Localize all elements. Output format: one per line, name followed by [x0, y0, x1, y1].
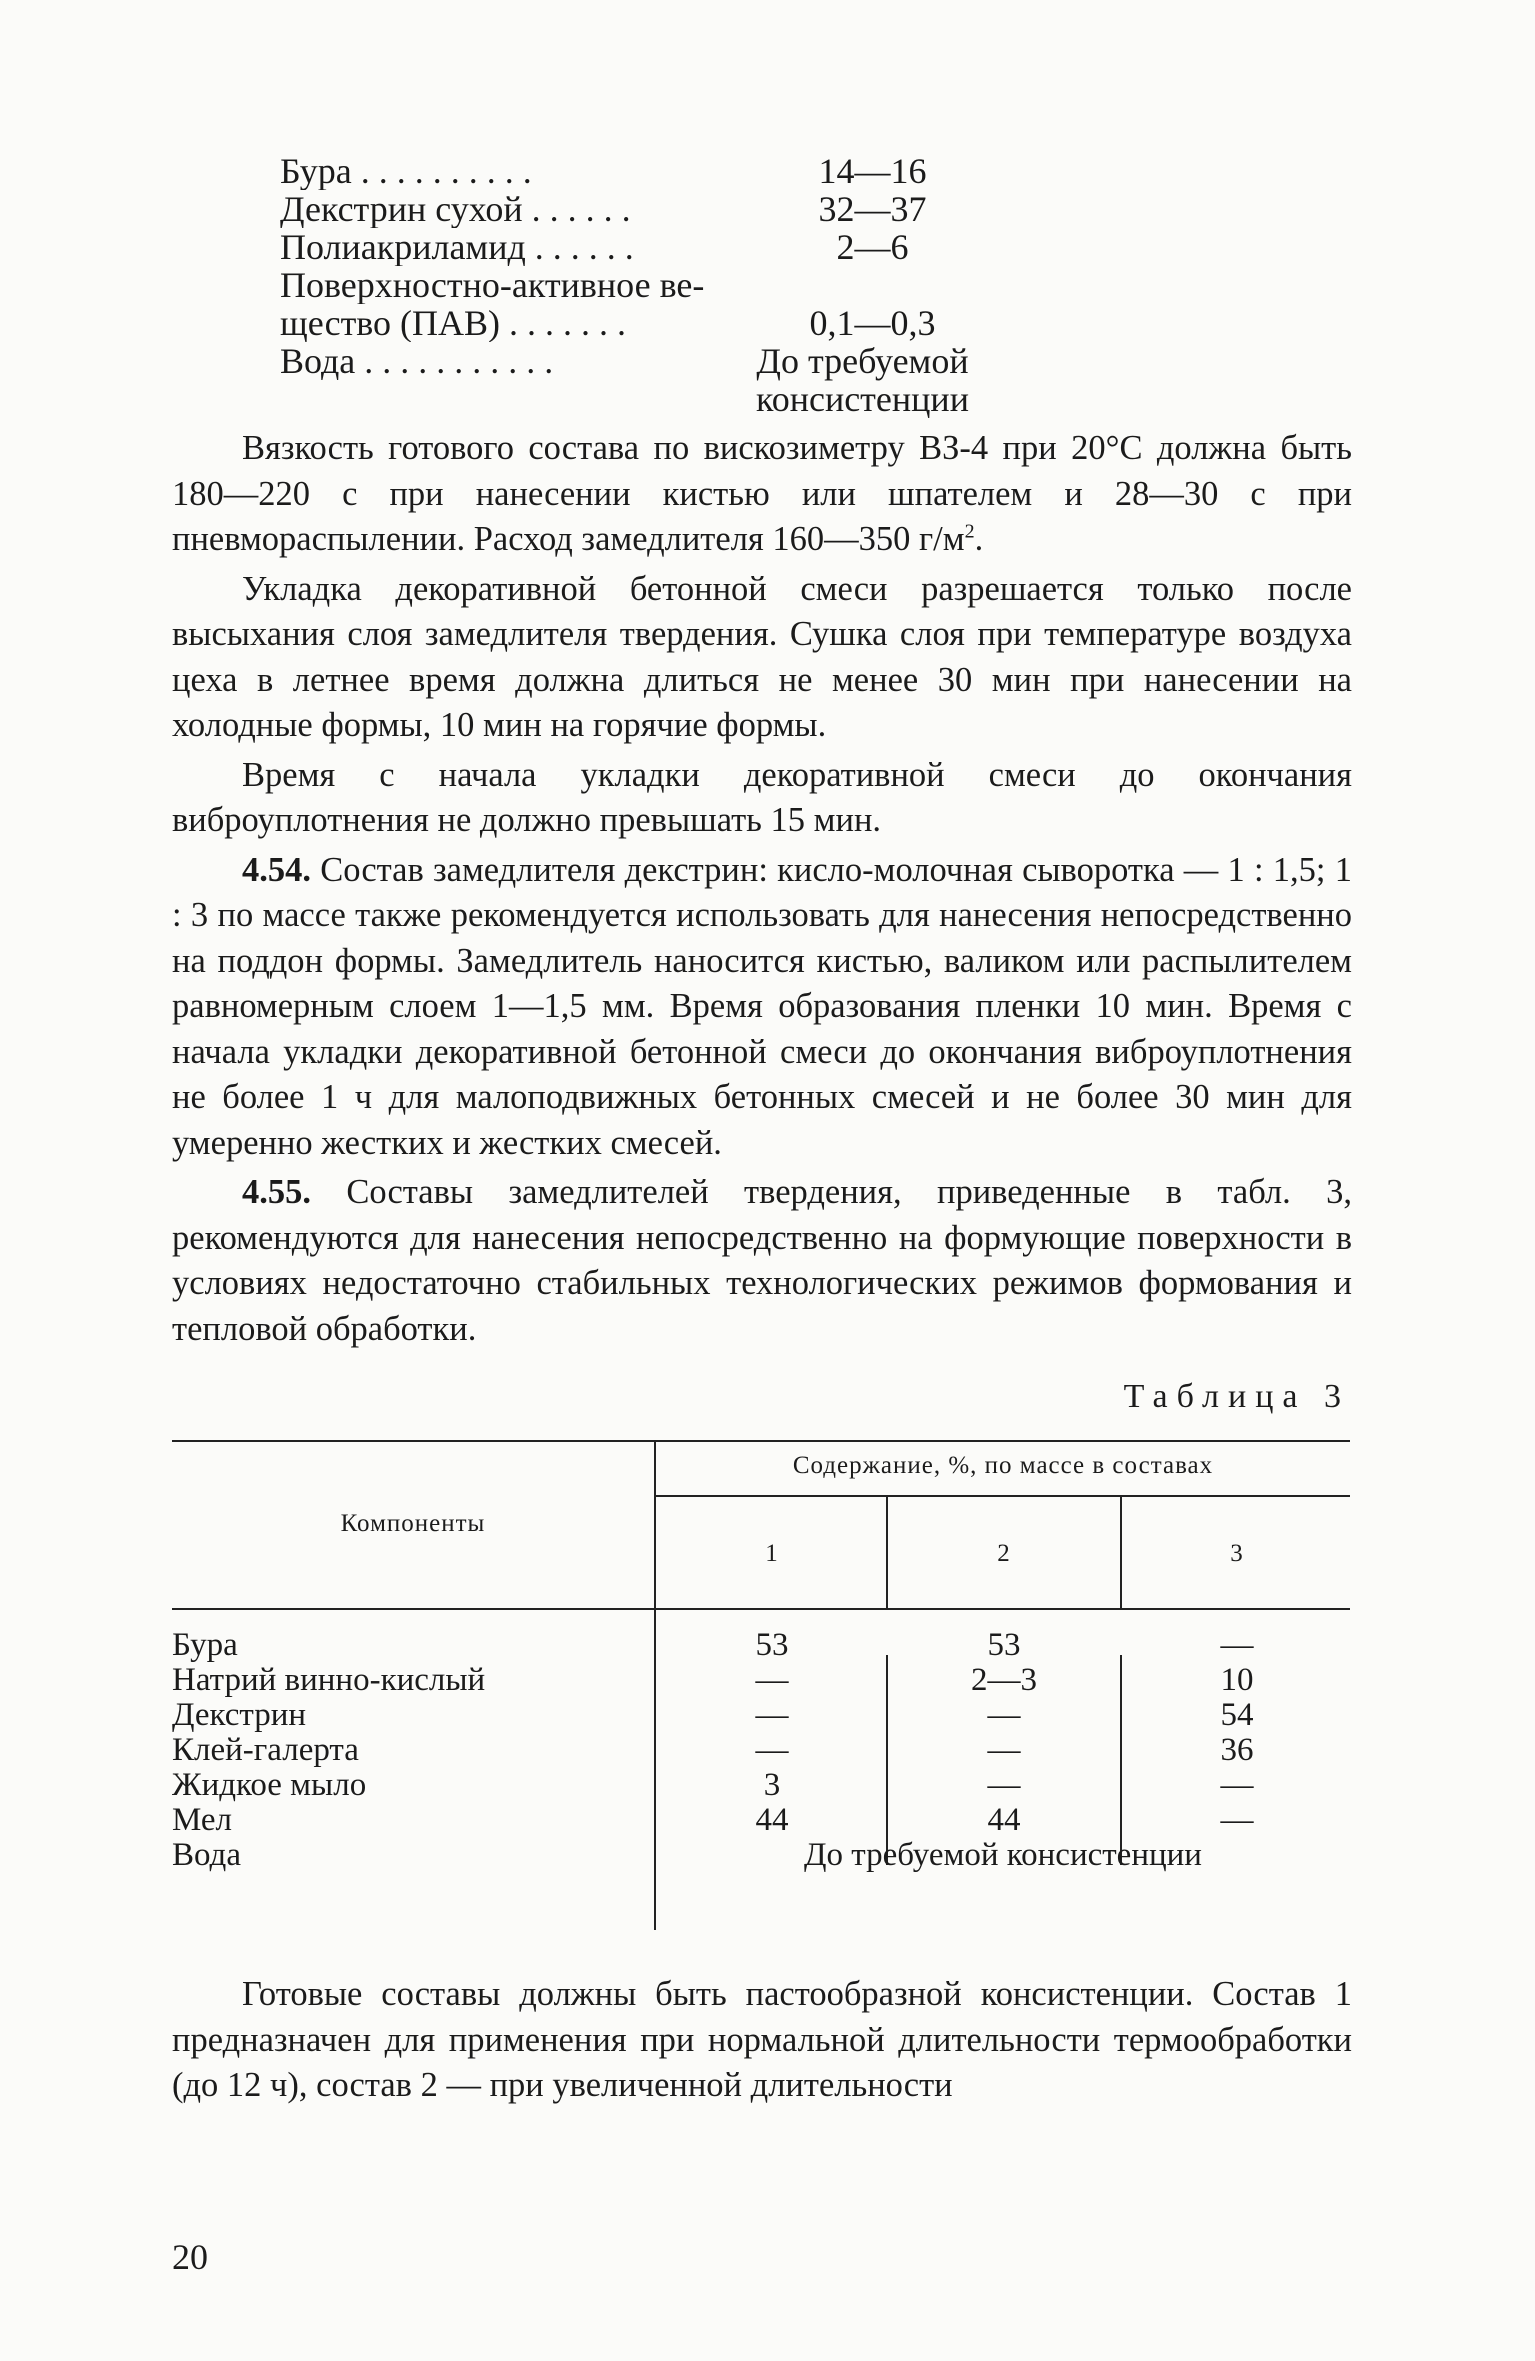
cell-value: —: [755, 1732, 789, 1768]
row-name: Бура: [172, 1627, 238, 1663]
paragraph: 4.54. Состав замедлителя декстрин: кисло-молочная сыворотка — 1 : 1,5; 1 : 3 по массе также рекомендуется использовать для нанесения непосредственно на поддон формы. Замедлитель наносится кистью, валиком или распылителем равномерным слоем 1—1,5 мм. Время образования пленки 10 мин. Время с начала укладки декоративной бетонной смеси до окончания виброуплотнения не более 1 ч для малоподвижных бетонных смесей и не более 30 мин для умеренно жестких и жестких смесей.: [172, 850, 1352, 1162]
paragraph: Время с начала укладки декоративной смеси до окончания виброуплотнения не должно превышать 15 мин.: [172, 755, 1352, 839]
cell-value: До требуемой консистенции: [804, 1837, 1202, 1873]
header-components: Компоненты: [340, 1510, 486, 1537]
component-name: Поверхностно-активное ве-: [280, 266, 705, 304]
paragraph: Готовые составы должны быть пастообразной консистенции. Состав 1 предназначен для применения при нормальной длительности термообработки (до 12 ч), состав 2 — при увеличенной длительности: [172, 1975, 1352, 2104]
column-number: 2: [997, 1540, 1011, 1567]
body-text: [172, 426, 1352, 1352]
row-name: Вода: [172, 1837, 241, 1873]
table-rule: [1120, 1495, 1122, 1608]
list-item: щество (ПАВ) ....... 0,1—0,3: [280, 304, 1180, 342]
section-number: 4.55.: [242, 1173, 311, 1211]
cell-value: —: [1220, 1627, 1254, 1663]
list-item: Полиакриламид ...... 2—6: [280, 228, 1180, 266]
cell-value: 44: [987, 1802, 1021, 1838]
page-number: 20: [172, 2237, 208, 2277]
header-content: Содержание, %, по массе в составах: [792, 1452, 1214, 1479]
composition-table: [172, 1440, 1350, 1930]
cell-value: 44: [755, 1802, 789, 1838]
table-rule: [172, 1608, 1350, 1610]
component-name: Полиакриламид: [280, 228, 526, 266]
cell-value: —: [987, 1697, 1021, 1733]
cell-value: 10: [1220, 1662, 1254, 1698]
cell-value: 2—3: [971, 1662, 1037, 1698]
component-value: 2—6: [836, 227, 909, 267]
component-value: 14—16: [818, 151, 927, 191]
table-rule: [886, 1495, 888, 1608]
table-caption: Таблица 3: [1123, 1378, 1350, 1415]
cell-value: —: [987, 1732, 1021, 1768]
cell-value: —: [755, 1662, 789, 1698]
component-value: 0,1—0,3: [809, 303, 936, 343]
row-name: Декстрин: [172, 1697, 307, 1733]
paragraph: 4.55. Составы замедлителей твердения, приведенные в табл. 3, рекомендуются для нанесения непосредственно на формующие поверхности в условиях недостаточно стабильных технологических режимов формования и тепловой обработки.: [172, 1173, 1352, 1348]
cell-value: 53: [987, 1627, 1021, 1663]
list-item: Декстрин сухой ...... 32—37: [280, 190, 1180, 228]
column-number: 3: [1230, 1540, 1244, 1567]
body-text-bottom: [172, 1972, 1352, 2109]
component-value: До требуемой консистенции: [756, 341, 969, 419]
component-name: Декстрин сухой: [280, 190, 523, 228]
cell-value: 54: [1220, 1697, 1254, 1733]
cell-value: —: [1220, 1767, 1254, 1803]
row-name: Жидкое мыло: [172, 1767, 367, 1803]
list-item: Вода ........... До требуемой консистенции: [280, 342, 1180, 418]
component-name: Вода: [280, 342, 356, 380]
cell-value: —: [755, 1697, 789, 1733]
paragraph: Укладка декоративной бетонной смеси разрешается только после высыхания слоя замедлителя твердения. Сушка слоя при температуре воздуха цеха в летнее время должна длиться не менее 30 мин при нанесении на холодные формы, 10 мин на горячие формы.: [172, 569, 1352, 744]
component-name: Бура: [280, 152, 352, 190]
table-rule: [172, 1440, 1350, 1442]
cell-value: —: [987, 1767, 1021, 1803]
table-rule: [654, 1495, 1350, 1497]
row-name: Натрий винно-кислый: [172, 1662, 486, 1698]
section-number: 4.54.: [242, 850, 311, 889]
cell-value: —: [1220, 1802, 1254, 1838]
row-name: Клей-галерта: [172, 1732, 359, 1768]
paragraph: Вязкость готового состава по вискозиметру ВЗ-4 при 20°С должна быть 180—220 с при нанесении кистью или шпателем и 28—30 с при пневмораспылении. Расход замедлителя 160—350 $г/м^2$.: [172, 429, 1352, 558]
component-value: 32—37: [818, 189, 927, 229]
component-name: щество (ПАВ): [280, 304, 501, 342]
column-number: 1: [765, 1540, 779, 1567]
list-item: [280, 266, 1180, 304]
table-rule: [886, 1655, 888, 1865]
row-name: Мел: [172, 1802, 233, 1838]
cell-value: 36: [1220, 1732, 1254, 1768]
list-item: Бура .......... 14—16: [280, 152, 1180, 190]
cell-value: 3: [763, 1767, 781, 1803]
composition-list: [280, 152, 1180, 418]
cell-value: 53: [755, 1627, 789, 1663]
table-rule: [1120, 1655, 1122, 1865]
